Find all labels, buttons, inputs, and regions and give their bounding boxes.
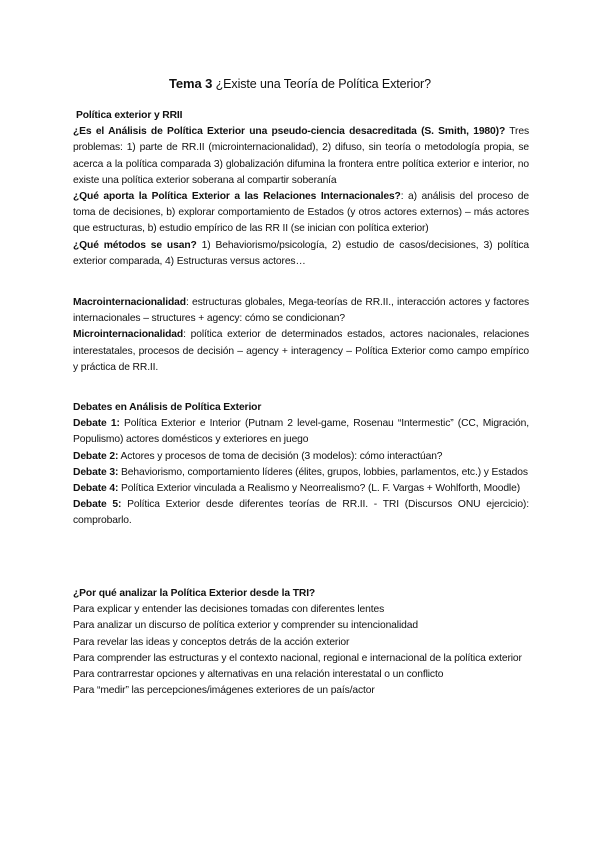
page-title: [0, 76, 600, 92]
section-por-que-tri: [73, 586, 529, 699]
debate-label: Debate 2:: [73, 450, 119, 462]
paragraph-micro: [73, 327, 529, 376]
section-debates: [73, 400, 529, 530]
reason-item: Para explicar y entender las decisiones tomadas con diferentes lentes: [73, 604, 385, 616]
q1-answer: Tres problemas: 1) parte de RR.II (microinternacionalidad), 2) difuso, sin teoría o metodología propia, se acerca a la política comparada 3) globalización difumina la frontera entre política exterior e interior, no existe una política exterior soberana al compartir soberanía: [73, 126, 529, 186]
debate-text: Política Exterior vinculada a Realismo y Neorrealismo? (L. F. Vargas + Wohlforth, Moodle): [118, 483, 521, 495]
debate-item: [73, 465, 529, 481]
section3-heading: Debates en Análisis de Política Exterior: [73, 402, 262, 413]
debate-text: Política Exterior desde diferentes teorías de RR.II. - TRI (Discursos ONU ejercicio): comprobarlo.: [73, 499, 529, 527]
q3-question: ¿Qué métodos se usan?: [73, 239, 197, 251]
paragraph-q3: [73, 238, 529, 270]
section-politica-exterior: [73, 108, 529, 270]
section1-heading: Política exterior y RRII: [76, 110, 183, 121]
q1-question: ¿Es el Análisis de Política Exterior una pseudo-ciencia desacreditada (S. Smith, 1980)?: [73, 126, 506, 138]
paragraph-macro: [73, 295, 529, 327]
micro-term: Microinternacionalidad: [73, 329, 184, 341]
macro-text: : estructuras globales, Mega-teorías de RR.II., interacción actores y factores internacionales – structures + agency: cómo se condicionan?: [73, 297, 529, 325]
q2-answer: : a) análisis del proceso de toma de decisiones, b) explorar comportamiento de Estados (y otros actores externos) – más actores que estructuras, b) estudio empírico de las RR II (se inician con política exterior): [73, 191, 529, 235]
debate-item: [73, 497, 529, 529]
debate-label: Debate 1:: [73, 418, 120, 430]
debate-label: Debate 4:: [73, 483, 119, 495]
reason-item: Para “medir” las percepciones/imágenes exteriores de un país/actor: [73, 685, 375, 697]
debate-label: Debate 5:: [73, 499, 122, 511]
section4-heading: ¿Por qué analizar la Política Exterior desde la TRI?: [73, 588, 316, 599]
section-internacionalidad: [73, 295, 529, 376]
reason-item: Para contrarrestar opciones y alternativas en una relación interestatal o un conflicto: [73, 669, 444, 681]
paragraph-q1: [73, 124, 529, 189]
reason-item: Para analizar un discurso de política exterior y comprender su intencionalidad: [73, 620, 418, 632]
title-text: ¿Existe una Teoría de Política Exterior?: [215, 77, 431, 91]
debate-text: Actores y procesos de toma de decisión (3 modelos): cómo interactúan?: [118, 450, 443, 462]
macro-term: Macrointernacionalidad: [73, 297, 186, 308]
micro-text: : política exterior de determinados estados, actores nacionales, relaciones interestatales, procesos de decisión – agency + interagency – Política Exterior como campo empírico y práctica de RR.II.: [73, 329, 529, 373]
debate-label: Debate 3:: [73, 466, 119, 478]
title-number: Tema 3: [169, 76, 213, 91]
debate-item: [73, 481, 529, 497]
reason-item: Para revelar las ideas y conceptos detrás de la acción exterior: [73, 636, 350, 648]
paragraph-q2: [73, 189, 529, 238]
debate-text: Behaviorismo, comportamiento líderes (élites, grupos, lobbies, parlamentos, etc.) y Estados: [118, 466, 528, 478]
q2-question: ¿Qué aporta la Política Exterior a las Relaciones Internacionales?: [73, 191, 401, 203]
reason-item: Para comprender las estructuras y el contexto nacional, regional e internacional de la política exterior: [73, 652, 522, 664]
debate-item: [73, 416, 529, 448]
debate-text: Política Exterior e Interior (Putnam 2 level-game, Rosenau “Intermestic” (CC, Migración, Populismo) actores domésticos y exteriores en juego: [73, 418, 529, 446]
q3-answer: 1) Behaviorismo/psicología, 2) estudio de casos/decisiones, 3) política exterior comparada, 4) Estructuras versus actores…: [73, 239, 529, 267]
debate-item: [73, 449, 529, 465]
